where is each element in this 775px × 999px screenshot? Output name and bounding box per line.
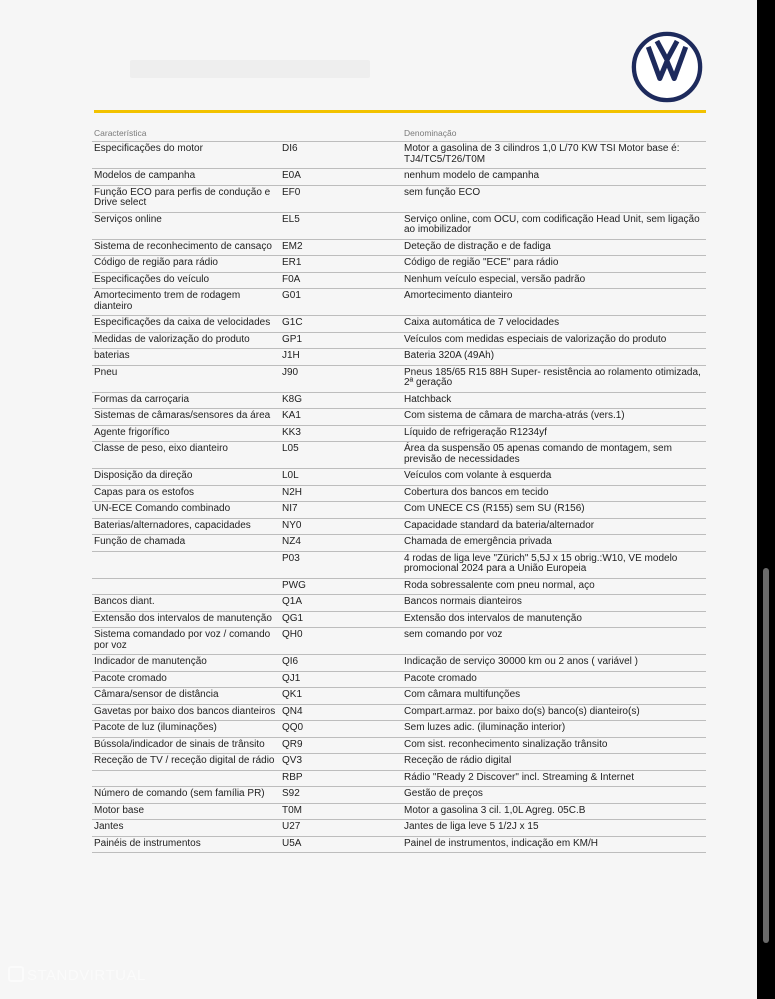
denomination-cell: Nenhum veículo especial, versão padrão	[402, 272, 706, 289]
feature-cell: Número de comando (sem família PR)	[92, 787, 280, 804]
table-row	[92, 272, 706, 289]
denomination-cell: Caixa automática de 7 velocidades	[402, 316, 706, 333]
feature-cell: Função ECO para perfis de condução e Drive select	[92, 185, 280, 212]
denomination-cell: Jantes de liga leve 5 1/2J x 15	[402, 820, 706, 837]
denomination-cell: sem função ECO	[402, 185, 706, 212]
standvirtual-icon	[8, 966, 24, 982]
denomination-cell: Bancos normais dianteiros	[402, 595, 706, 612]
table-row	[92, 535, 706, 552]
table-row	[92, 485, 706, 502]
denomination-cell: Hatchback	[402, 392, 706, 409]
denomination-cell: Bateria 320A (49Ah)	[402, 349, 706, 366]
feature-cell: Painéis de instrumentos	[92, 836, 280, 853]
code-cell: G01	[280, 289, 402, 316]
code-cell: QN4	[280, 704, 402, 721]
table-row	[92, 409, 706, 426]
table-row	[92, 578, 706, 595]
code-cell: DI6	[280, 142, 402, 169]
table-row	[92, 392, 706, 409]
table-row	[92, 671, 706, 688]
feature-cell: Motor base	[92, 803, 280, 820]
code-cell: J90	[280, 365, 402, 392]
denomination-cell: Com câmara multifunções	[402, 688, 706, 705]
code-cell: RBP	[280, 770, 402, 787]
table-row	[92, 704, 706, 721]
feature-cell: Extensão dos intervalos de manutenção	[92, 611, 280, 628]
table-row	[92, 655, 706, 672]
denomination-cell: Compart.armaz. por baixo do(s) banco(s) dianteiro(s)	[402, 704, 706, 721]
feature-cell: Especificações do motor	[92, 142, 280, 169]
denomination-cell: 4 rodas de liga leve "Zürich" 5,5J x 15 obrig.:W10, VE modelo promocional 2024 para a União Europeia	[402, 551, 706, 578]
vertical-scrollbar[interactable]	[763, 568, 769, 943]
code-cell: P03	[280, 551, 402, 578]
feature-cell: Pacote de luz (iluminações)	[92, 721, 280, 738]
code-cell: NZ4	[280, 535, 402, 552]
code-cell: EM2	[280, 239, 402, 256]
code-cell: T0M	[280, 803, 402, 820]
table-row	[92, 442, 706, 469]
code-cell: N2H	[280, 485, 402, 502]
code-cell: QV3	[280, 754, 402, 771]
table-row	[92, 721, 706, 738]
feature-cell: Especificações da caixa de velocidades	[92, 316, 280, 333]
feature-cell: Indicador de manutenção	[92, 655, 280, 672]
header-code	[280, 126, 402, 142]
code-cell: PWG	[280, 578, 402, 595]
code-cell: QR9	[280, 737, 402, 754]
table-row	[92, 332, 706, 349]
denomination-cell: Roda sobressalente com pneu normal, aço	[402, 578, 706, 595]
denomination-cell: Receção de rádio digital	[402, 754, 706, 771]
table-row	[92, 688, 706, 705]
code-cell: L0L	[280, 469, 402, 486]
denomination-cell: Motor a gasolina 3 cil. 1,0L Agreg. 05C.B	[402, 803, 706, 820]
table-row	[92, 316, 706, 333]
table-row	[92, 239, 706, 256]
code-cell: QI6	[280, 655, 402, 672]
denomination-cell: Veículos com medidas especiais de valorização do produto	[402, 332, 706, 349]
table-row	[92, 365, 706, 392]
faded-header-area	[130, 60, 370, 78]
denomination-cell: Pacote cromado	[402, 671, 706, 688]
denomination-cell: Deteção de distração e de fadiga	[402, 239, 706, 256]
feature-cell: Disposição da direção	[92, 469, 280, 486]
feature-cell	[92, 551, 280, 578]
table-row	[92, 770, 706, 787]
code-cell: G1C	[280, 316, 402, 333]
table-row	[92, 425, 706, 442]
code-cell: E0A	[280, 169, 402, 186]
table-row	[92, 502, 706, 519]
code-cell: NI7	[280, 502, 402, 519]
table-body	[92, 142, 706, 853]
table-row	[92, 289, 706, 316]
denomination-cell: Com sistema de câmara de marcha-atrás (vers.1)	[402, 409, 706, 426]
denomination-cell: Amortecimento dianteiro	[402, 289, 706, 316]
table-header-row	[92, 126, 706, 142]
denomination-cell: sem comando por voz	[402, 628, 706, 655]
specifications-table	[92, 126, 706, 853]
table-row	[92, 803, 706, 820]
feature-cell	[92, 578, 280, 595]
table-row	[92, 820, 706, 837]
feature-cell: Código de região para rádio	[92, 256, 280, 273]
feature-cell: Capas para os estofos	[92, 485, 280, 502]
feature-cell: Formas da carroçaria	[92, 392, 280, 409]
code-cell: EF0	[280, 185, 402, 212]
code-cell: QH0	[280, 628, 402, 655]
table-row	[92, 256, 706, 273]
denomination-cell: Com sist. reconhecimento sinalização trânsito	[402, 737, 706, 754]
denomination-cell: Código de região "ECE" para rádio	[402, 256, 706, 273]
feature-cell: Classe de peso, eixo dianteiro	[92, 442, 280, 469]
denomination-cell: Indicação de serviço 30000 km ou 2 anos ( variável )	[402, 655, 706, 672]
feature-cell: Gavetas por baixo dos bancos dianteiros	[92, 704, 280, 721]
header-denominacao: Denominação	[402, 126, 706, 142]
code-cell: U5A	[280, 836, 402, 853]
table-row	[92, 169, 706, 186]
denomination-cell: Painel de instrumentos, indicação em KM/H	[402, 836, 706, 853]
denomination-cell: Chamada de emergência privada	[402, 535, 706, 552]
feature-cell	[92, 770, 280, 787]
feature-cell: Função de chamada	[92, 535, 280, 552]
table-row	[92, 737, 706, 754]
table-row	[92, 518, 706, 535]
feature-cell: Bússola/indicador de sinais de trânsito	[92, 737, 280, 754]
feature-cell: Receção de TV / receção digital de rádio	[92, 754, 280, 771]
code-cell: KA1	[280, 409, 402, 426]
table-row	[92, 787, 706, 804]
feature-cell: Pacote cromado	[92, 671, 280, 688]
table-row	[92, 628, 706, 655]
denomination-cell: Serviço online, com OCU, com codificação Head Unit, sem ligação ao imobilizador	[402, 212, 706, 239]
standvirtual-watermark	[8, 966, 146, 984]
feature-cell: Jantes	[92, 820, 280, 837]
code-cell: QK1	[280, 688, 402, 705]
table-row	[92, 754, 706, 771]
table-row	[92, 611, 706, 628]
table-row	[92, 142, 706, 169]
code-cell: J1H	[280, 349, 402, 366]
feature-cell: Pneu	[92, 365, 280, 392]
denomination-cell: Área da suspensão 05 apenas comando de montagem, sem previsão de necessidades	[402, 442, 706, 469]
code-cell: Q1A	[280, 595, 402, 612]
table-row	[92, 469, 706, 486]
code-cell: KK3	[280, 425, 402, 442]
code-cell: QG1	[280, 611, 402, 628]
feature-cell: Modelos de campanha	[92, 169, 280, 186]
denomination-cell: Com UNECE CS (R155) sem SU (R156)	[402, 502, 706, 519]
denomination-cell: Capacidade standard da bateria/alternador	[402, 518, 706, 535]
feature-cell: Sistema de reconhecimento de cansaço	[92, 239, 280, 256]
code-cell: L05	[280, 442, 402, 469]
denomination-cell: Rádio "Ready 2 Discover" incl. Streaming & Internet	[402, 770, 706, 787]
feature-cell: UN-ECE Comando combinado	[92, 502, 280, 519]
denomination-cell: Motor a gasolina de 3 cilindros 1,0 L/70 KW TSI Motor base é: TJ4/TC5/T26/T0M	[402, 142, 706, 169]
table-row	[92, 551, 706, 578]
denomination-cell: Sem luzes adic. (iluminação interior)	[402, 721, 706, 738]
denomination-cell: Veículos com volante à esquerda	[402, 469, 706, 486]
denomination-cell: Pneus 185/65 R15 88H Super- resistência ao rolamento otimizada, 2ª geração	[402, 365, 706, 392]
feature-cell: Câmara/sensor de distância	[92, 688, 280, 705]
denomination-cell: Gestão de preços	[402, 787, 706, 804]
table-row	[92, 212, 706, 239]
feature-cell: Especificações do veículo	[92, 272, 280, 289]
code-cell: NY0	[280, 518, 402, 535]
code-cell: GP1	[280, 332, 402, 349]
code-cell: ER1	[280, 256, 402, 273]
header-caracteristica: Característica	[92, 126, 280, 142]
feature-cell: baterias	[92, 349, 280, 366]
feature-cell: Sistema comandado por voz / comando por voz	[92, 628, 280, 655]
code-cell: U27	[280, 820, 402, 837]
code-cell: F0A	[280, 272, 402, 289]
table-row	[92, 349, 706, 366]
feature-cell: Serviços online	[92, 212, 280, 239]
feature-cell: Sistemas de câmaras/sensores da área	[92, 409, 280, 426]
denomination-cell: Líquido de refrigeração R1234yf	[402, 425, 706, 442]
volkswagen-logo	[631, 31, 703, 103]
feature-cell: Amortecimento trem de rodagem dianteiro	[92, 289, 280, 316]
code-cell: K8G	[280, 392, 402, 409]
table-row	[92, 836, 706, 853]
table-row	[92, 185, 706, 212]
code-cell: EL5	[280, 212, 402, 239]
code-cell: S92	[280, 787, 402, 804]
denomination-cell: nenhum modelo de campanha	[402, 169, 706, 186]
watermark-text: STANDVIRTUAL	[27, 967, 146, 984]
code-cell: QQ0	[280, 721, 402, 738]
code-cell: QJ1	[280, 671, 402, 688]
header-accent-rule	[94, 110, 706, 113]
denomination-cell: Cobertura dos bancos em tecido	[402, 485, 706, 502]
feature-cell: Baterias/alternadores, capacidades	[92, 518, 280, 535]
feature-cell: Agente frigorífico	[92, 425, 280, 442]
denomination-cell: Extensão dos intervalos de manutenção	[402, 611, 706, 628]
feature-cell: Bancos diant.	[92, 595, 280, 612]
table-row	[92, 595, 706, 612]
feature-cell: Medidas de valorização do produto	[92, 332, 280, 349]
